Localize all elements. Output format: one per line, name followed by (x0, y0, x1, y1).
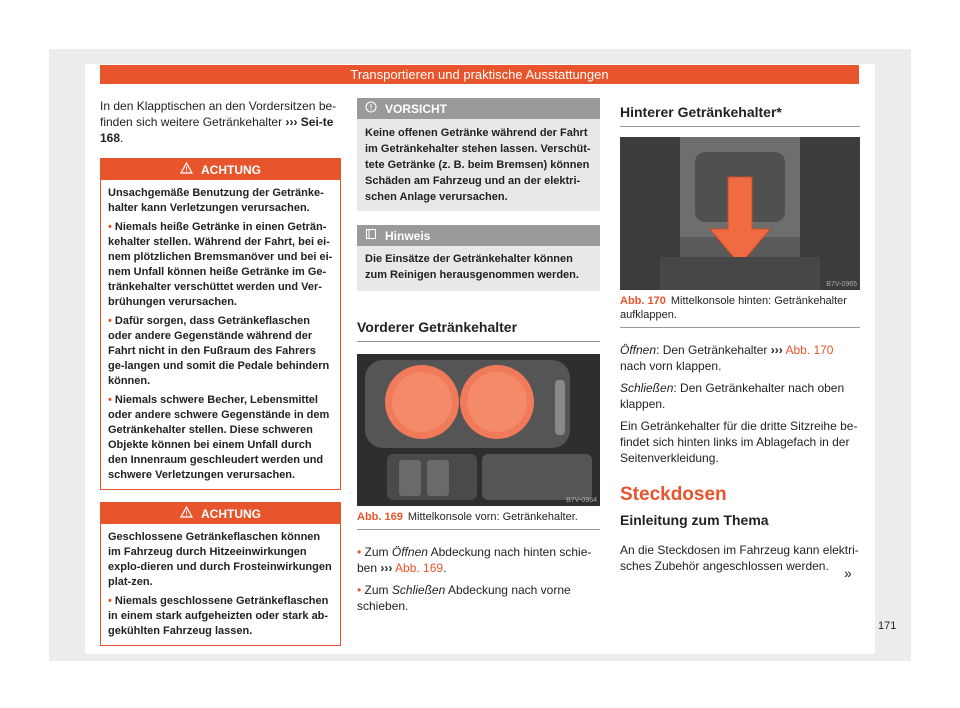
figure-ref-link[interactable]: Abb. 170 (785, 343, 834, 357)
figure-caption-text: Mittelkonsole hinten: Getränkehalter aufklappen. (620, 295, 847, 321)
figure-caption-text: Mittelkonsole vorn: Getränkehalter. (407, 511, 578, 523)
intro-paragraph (100, 98, 341, 146)
column-right (620, 98, 860, 580)
note-book-icon (365, 228, 377, 243)
sockets-intro: An die Steckdosen im Fahrzeug kann elektri-sches Zubehör angeschlossen werden. (620, 543, 859, 573)
warning-item-text: Niemals heiße Getränke in einen Geträn-kehalter stellen. Während der Fahrt, bei ei-nem plötzlichen Bremsmanöver und bei ei-nem Unfall können heiße Getränke im Ge-tränkehalter verschüttet werden und Ver-brühungen verursachen. (108, 221, 333, 308)
step-text: Zum (364, 583, 392, 597)
warning-item-text: Niemals schwere Becher, Lebensmittel oder andere schwere Gegenstände in dem Getränkehalter stellen. Diese schweren Objekte können bei einem Unfall durch den Innenraum geschleudert werden und schwere Verletzungen verursachen. (108, 394, 330, 481)
figure-id: B7V-0964 (566, 497, 597, 504)
caution-text: Keine offenen Getränke während der Fahrt im Getränkehalter stehen lassen. Verschüt-tete Getränke (z. B. beim Bremsen) können Schäden am Fahrzeug und an der elektri-schen Anlage verursachen. (365, 127, 591, 203)
note-title: Hinweis (385, 228, 431, 243)
section-title-front: Vorderer Getränkehalter (357, 319, 600, 342)
step-text: Zum (364, 545, 392, 559)
column-middle (357, 98, 600, 620)
bullet: • (108, 595, 112, 607)
chapter-title: Steckdosen (620, 484, 727, 505)
warning-title: ACHTUNG (201, 506, 261, 521)
step-emphasis: Schließen (391, 583, 446, 597)
caution-title: VORSICHT (385, 101, 448, 116)
open-step: • Zum Öffnen Abdeckung nach hinten schie-ben ››› Abb. 169. (357, 545, 592, 575)
figure-id: B7V-0965 (826, 281, 857, 288)
intro-end: . (120, 131, 124, 145)
bullet: • (108, 394, 112, 406)
warning-triangle-icon (180, 162, 193, 177)
info-circle-icon (365, 101, 377, 116)
front-console-illustration (357, 354, 600, 506)
open-instruction (620, 342, 860, 374)
caution-header (357, 98, 600, 119)
warning-item-text: Dafür sorgen, dass Getränkeflaschen oder andere Gegenstände während der Fahrt nicht in den Fußraum des Fahrers ge-langen und somit die Pedale behindern können. (108, 315, 330, 387)
bullet: • (108, 315, 112, 327)
figure-front-cupholder (357, 354, 600, 506)
figure-caption (357, 510, 600, 530)
step-text: Abdeckung nach vorne schieben. (357, 583, 571, 613)
warning-body (101, 524, 340, 645)
note-header (357, 225, 600, 246)
warning-title: ACHTUNG (201, 162, 261, 177)
section-title-rear: Hinterer Getränkehalter* (620, 104, 860, 127)
note-text: Die Einsätze der Getränkehalter können zum Reinigen herausgenommen werden. (365, 253, 579, 281)
step-text: Abdeckung nach hinten schie-ben (357, 545, 592, 575)
figure-rear-cupholder (620, 137, 860, 290)
intro-text: In den Klapptischen an den Vordersitzen be-finden sich weitere Getränkehalter (100, 99, 337, 129)
figure-number: Abb. 169 (357, 511, 403, 523)
warning-lead: Geschlossene Getränkeflaschen können im Fahrzeug durch Hitzeeinwirkungen explo-dieren und durch Frosteinwirkungen plat-zen. (108, 531, 332, 588)
warning-header (101, 503, 340, 524)
instruction-emphasis: Öffnen (620, 343, 657, 357)
instruction-emphasis: Schließen (620, 381, 674, 395)
warning-item (108, 594, 333, 639)
bullet: • (108, 221, 112, 233)
close-step (357, 582, 600, 614)
ref-arrow: ››› (770, 343, 783, 357)
warning-body (101, 180, 340, 489)
subchapter-title: Einleitung zum Thema (620, 512, 769, 528)
page-header: Transportieren und praktische Ausstattungen (100, 65, 859, 84)
intro-page-ref[interactable]: ››› Sei-te 168 (100, 115, 334, 145)
caution-box (357, 98, 600, 211)
instruction-text: : Den Getränkehalter (656, 343, 771, 357)
warning-header (101, 159, 340, 180)
step-emphasis: Öffnen (391, 545, 428, 559)
instruction-text: : Den Getränkehalter nach oben klappen. (620, 381, 845, 411)
close-instruction (620, 380, 860, 412)
rear-console-illustration (620, 137, 860, 290)
warning-lead: Unsachgemäße Benutzung der Getränke-halter kann Verletzungen verursachen. (108, 187, 324, 214)
figure-number: Abb. 170 (620, 295, 666, 307)
column-left (100, 98, 341, 646)
warning-item (108, 393, 333, 483)
warning-item (108, 220, 333, 310)
bullet: • (357, 545, 362, 559)
figure-ref-link[interactable]: Abb. 169 (395, 561, 444, 575)
warning-item-text: Niemals geschlossene Getränkeflaschen in einem stark aufgeheizten oder stark ab-gekühlten Fahrzeug lassen. (108, 595, 329, 637)
warning-triangle-icon (180, 506, 193, 521)
instruction-text: nach vorn klappen. (620, 359, 722, 373)
warning-box-2 (100, 502, 341, 646)
warning-item (108, 314, 333, 389)
third-row-note: Ein Getränkehalter für die dritte Sitzreihe be-findet sich hinten links im Ablagefach in der Seitenverkleidung. (620, 419, 858, 465)
bullet: • (357, 583, 362, 597)
warning-box-1 (100, 158, 341, 490)
page-number: 171 (878, 620, 897, 632)
note-box (357, 225, 600, 291)
continue-marker: » (844, 565, 852, 581)
figure-caption (620, 294, 860, 328)
ref-arrow: ››› (380, 561, 393, 575)
